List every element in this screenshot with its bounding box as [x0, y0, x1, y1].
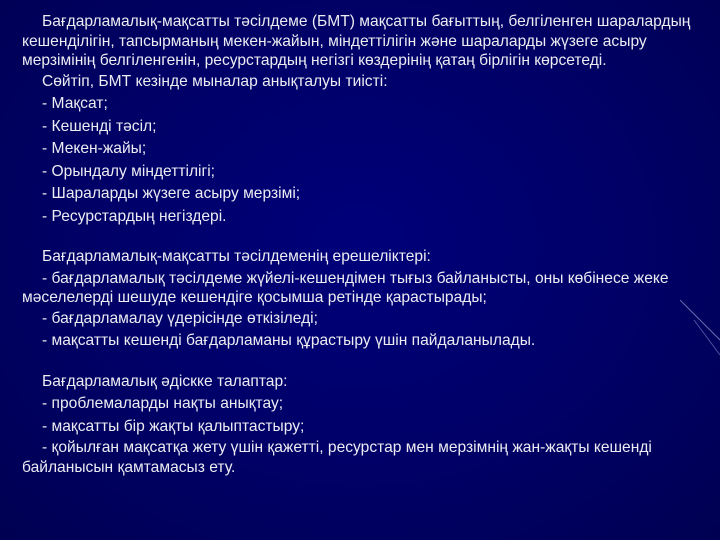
requirements-item: - қойылған мақсатқа жету үшін қажетті, ресурстар мен мерзімнің жан-жақты кешенді байланысын қамтамасыз ету. — [22, 439, 652, 476]
intro-paragraph: Бағдарламалық-мақсатты тәсілдеме (БМТ) мақсатты бағыттың, белгіленген шаралардың кешенділігін, тапсырманың мекен-жайын, міндеттілігін және шараларды жүзеге асыру мерзімінің белгіленгенін, ресурстардың негізгі көздерінің қатаң бірлігін көрсетеді. — [22, 13, 691, 69]
requirements-item: - проблемаларды нақты анықтау; — [42, 395, 284, 412]
intro-item: - Мекен-жайы; — [42, 140, 147, 157]
features-heading: Бағдарламалық-мақсатты тәсілдеменің ерешеліктері: — [42, 248, 431, 265]
intro-item: - Ресурстардың негіздері. — [42, 207, 227, 225]
intro-lead: Сөйтіп, БМТ кезінде мыналар анықталуы тиісті: — [42, 72, 388, 90]
features-item: - бағдарламалау үдерісінде өткізіледі; — [42, 309, 318, 327]
intro-item: - Шараларды жүзеге асыру мерзімі; — [42, 185, 301, 202]
requirements-heading: Бағдарламалық әдіскке талаптар: — [42, 372, 288, 390]
requirements-item: - мақсатты бір жақты қалыптастыру; — [42, 417, 305, 435]
spacer — [22, 353, 702, 371]
intro-item: - Орындалу міндеттілігі; — [42, 162, 215, 180]
features-item: - бағдарламалық тәсілдеме жүйелі-кешендімен тығыз байланысты, оны көбінесе жеке мәселелерді шешуде кешендіге қосымша ретінде қарастырады; — [22, 269, 669, 306]
decorative-lines — [680, 300, 720, 360]
intro-item: - Мақсат; — [42, 95, 108, 112]
features-item: - мақсатты кешенді бағдарламаны құрастыру үшін пайдаланылады. — [42, 332, 536, 349]
intro-item: - Кешенді тәсіл; — [42, 117, 157, 135]
spacer — [22, 228, 702, 246]
slide-content — [22, 12, 702, 477]
